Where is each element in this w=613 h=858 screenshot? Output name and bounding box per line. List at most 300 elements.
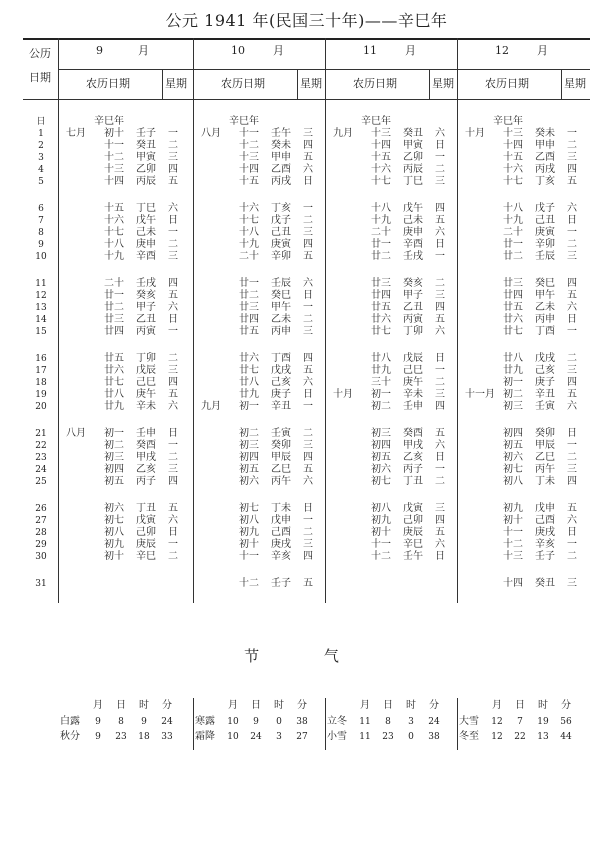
ganzhi: 壬辰 <box>271 278 291 289</box>
lunar-date: 十六 <box>371 164 391 175</box>
lunar-month-label: 九月 <box>201 401 221 412</box>
weekday: 五 <box>303 365 313 376</box>
jieqi-value: 19 <box>537 717 549 727</box>
lunar-date: 廿五 <box>371 302 391 313</box>
ganzhi: 壬子 <box>535 551 555 562</box>
weekday: 三 <box>435 290 445 301</box>
lunar-date: 十一 <box>371 539 391 550</box>
lunar-date: 廿九 <box>104 401 124 412</box>
week-col-divider <box>429 69 430 99</box>
weekday: 四 <box>303 140 313 151</box>
weekday: 四 <box>168 476 178 487</box>
ganzhi: 甲寅 <box>403 140 423 151</box>
ganzhi: 辛酉 <box>136 251 156 262</box>
lunar-date: 十四 <box>503 578 523 589</box>
ganzhi: 庚辰 <box>403 527 423 538</box>
day-number: 17 <box>35 366 47 376</box>
ganzhi: 壬子 <box>136 128 156 139</box>
lunar-date: 初一 <box>371 389 391 400</box>
month-number: 11 <box>363 44 377 57</box>
weekday: 日 <box>168 527 178 538</box>
ganzhi: 丁酉 <box>271 353 291 364</box>
weekday: 一 <box>168 128 178 139</box>
weekday: 一 <box>435 251 445 262</box>
ganzhi: 壬子 <box>271 578 291 589</box>
lunar-date: 初二 <box>503 389 523 400</box>
xingqi-label: 星期 <box>165 77 187 90</box>
weekday: 日 <box>168 215 178 226</box>
table-top-rule <box>23 38 590 40</box>
lunar-date: 廿九 <box>371 365 391 376</box>
lunar-date: 廿三 <box>239 302 259 313</box>
ganzhi: 庚辰 <box>136 539 156 550</box>
ganzhi: 甲申 <box>535 140 555 151</box>
weekday: 六 <box>435 128 445 139</box>
jieqi-value: 0 <box>408 732 414 742</box>
lunar-date: 初三 <box>239 440 259 451</box>
lunar-date: 初七 <box>503 464 523 475</box>
ganzhi: 己巳 <box>403 365 423 376</box>
lunar-date: 廿一 <box>371 239 391 250</box>
weekday: 六 <box>435 227 445 238</box>
weekday: 四 <box>303 239 313 250</box>
lunar-date: 十五 <box>503 152 523 163</box>
jieqi-name: 霜降 <box>195 731 215 742</box>
weekday: 四 <box>435 515 445 526</box>
ganzhi: 丁亥 <box>271 203 291 214</box>
ganzhi: 丁酉 <box>535 326 555 337</box>
jieqi-value: 56 <box>560 717 572 727</box>
ganzhi: 己卯 <box>136 527 156 538</box>
ganzhi: 癸酉 <box>136 440 156 451</box>
lunar-date: 初三 <box>371 428 391 439</box>
lunar-month-label: 七月 <box>66 128 86 139</box>
ganzhi: 丙午 <box>271 476 291 487</box>
year-label: 辛巳年 <box>229 116 259 127</box>
ganzhi: 辛卯 <box>271 251 291 262</box>
lunar-date: 廿八 <box>503 353 523 364</box>
ganzhi: 庚戌 <box>535 527 555 538</box>
weekday: 三 <box>303 128 313 139</box>
jieqi-name: 白露 <box>60 716 80 727</box>
weekday: 日 <box>567 527 577 538</box>
weekday: 一 <box>567 128 577 139</box>
ganzhi: 庚子 <box>271 389 291 400</box>
lunar-date: 十二 <box>503 539 523 550</box>
lunar-date: 十三 <box>503 551 523 562</box>
day-number: 29 <box>35 540 47 550</box>
lunar-date: 二十 <box>371 227 391 238</box>
nongli-label: 农历日期 <box>86 77 130 90</box>
ganzhi: 戊辰 <box>403 353 423 364</box>
weekday: 五 <box>303 251 313 262</box>
month-unit: 月 <box>138 44 149 57</box>
weekday: 六 <box>303 476 313 487</box>
day-number: 20 <box>35 402 47 412</box>
weekday: 六 <box>567 302 577 313</box>
month-number: 12 <box>495 44 509 57</box>
day-number: 22 <box>35 441 47 451</box>
lunar-date: 十四 <box>104 176 124 187</box>
jieqi-value: 11 <box>359 717 371 727</box>
day-number: 23 <box>35 453 47 463</box>
lunar-date: 初四 <box>104 464 124 475</box>
weekday: 六 <box>567 203 577 214</box>
month-number: 9 <box>96 44 103 57</box>
day-number: 15 <box>35 327 47 337</box>
weekday: 三 <box>435 389 445 400</box>
jieqi-value: 9 <box>95 732 101 742</box>
lunar-date: 廿九 <box>239 389 259 400</box>
ganzhi: 戊戌 <box>535 353 555 364</box>
ganzhi: 庚午 <box>403 377 423 388</box>
jieqi-divider <box>457 698 458 750</box>
weekday: 二 <box>168 239 178 250</box>
ganzhi: 庚申 <box>136 239 156 250</box>
header-mid-rule <box>58 69 590 70</box>
jieqi-value: 7 <box>517 717 523 727</box>
day-number: 3 <box>38 153 44 163</box>
weekday: 五 <box>567 176 577 187</box>
ganzhi: 癸卯 <box>535 428 555 439</box>
ganzhi: 辛丑 <box>535 389 555 400</box>
ganzhi: 乙巳 <box>535 452 555 463</box>
weekday: 二 <box>435 377 445 388</box>
ganzhi: 己丑 <box>271 227 291 238</box>
jieqi-value: 9 <box>95 717 101 727</box>
jieqi-col-header: 日 <box>515 700 525 711</box>
weekday: 一 <box>567 539 577 550</box>
ganzhi: 庚寅 <box>271 239 291 250</box>
lunar-date: 十五 <box>104 203 124 214</box>
day-number: 27 <box>35 516 47 526</box>
weekday: 三 <box>168 152 178 163</box>
lunar-date: 初五 <box>104 476 124 487</box>
weekday: 二 <box>303 215 313 226</box>
jieqi-name: 秋分 <box>60 731 80 742</box>
ganzhi: 甲寅 <box>136 152 156 163</box>
ganzhi: 壬午 <box>403 551 423 562</box>
day-number: 26 <box>35 504 47 514</box>
jieqi-value: 10 <box>227 732 239 742</box>
weekday: 一 <box>303 302 313 313</box>
lunar-date: 廿六 <box>104 365 124 376</box>
lunar-date: 初六 <box>104 503 124 514</box>
lunar-date: 廿一 <box>503 239 523 250</box>
jieqi-value: 22 <box>514 732 526 742</box>
weekday: 一 <box>303 203 313 214</box>
lunar-date: 十九 <box>371 215 391 226</box>
weekday: 六 <box>435 440 445 451</box>
ganzhi: 丁丑 <box>403 476 423 487</box>
lunar-date: 初九 <box>104 539 124 550</box>
lunar-date: 初八 <box>239 515 259 526</box>
weekday: 四 <box>567 377 577 388</box>
ganzhi: 甲辰 <box>271 452 291 463</box>
weekday: 二 <box>567 239 577 250</box>
ganzhi: 甲戌 <box>136 452 156 463</box>
weekday: 四 <box>168 164 178 175</box>
ganzhi: 戊子 <box>271 215 291 226</box>
ganzhi: 甲戌 <box>403 440 423 451</box>
weekday: 二 <box>567 452 577 463</box>
weekday: 三 <box>303 326 313 337</box>
lunar-date: 十八 <box>239 227 259 238</box>
ganzhi: 丁巳 <box>403 176 423 187</box>
ganzhi: 戊午 <box>136 215 156 226</box>
lunar-date: 初六 <box>239 476 259 487</box>
jieqi-col-header: 分 <box>429 700 439 711</box>
day-number: 2 <box>38 141 44 151</box>
weekday: 四 <box>303 452 313 463</box>
ganzhi: 甲申 <box>271 152 291 163</box>
jieqi-col-header: 分 <box>561 700 571 711</box>
lunar-date: 初七 <box>104 515 124 526</box>
day-number: 6 <box>38 204 44 214</box>
weekday: 六 <box>168 515 178 526</box>
lunar-date: 初四 <box>503 428 523 439</box>
ganzhi: 丙子 <box>136 476 156 487</box>
weekday: 五 <box>435 527 445 538</box>
lunar-date: 初七 <box>371 476 391 487</box>
weekday: 五 <box>168 389 178 400</box>
ganzhi: 壬戌 <box>403 251 423 262</box>
ganzhi: 丙寅 <box>136 326 156 337</box>
weekday: 三 <box>303 539 313 550</box>
ganzhi: 癸巳 <box>271 290 291 301</box>
lunar-date: 初二 <box>239 428 259 439</box>
lunar-date: 初十 <box>104 551 124 562</box>
lunar-date: 廿四 <box>371 290 391 301</box>
ganzhi: 癸未 <box>535 128 555 139</box>
lunar-date: 初十 <box>503 515 523 526</box>
ganzhi: 己未 <box>403 215 423 226</box>
lunar-date: 廿二 <box>104 302 124 313</box>
day-number: 日 <box>36 117 46 127</box>
weekday: 二 <box>567 353 577 364</box>
jieqi-value: 3 <box>276 732 282 742</box>
ganzhi: 庚午 <box>136 389 156 400</box>
lunar-date: 十六 <box>503 164 523 175</box>
lunar-date: 初十 <box>104 128 124 139</box>
weekday: 三 <box>168 251 178 262</box>
ganzhi: 乙巳 <box>271 464 291 475</box>
ganzhi: 丁卯 <box>403 326 423 337</box>
weekday: 二 <box>303 314 313 325</box>
weekday: 日 <box>435 140 445 151</box>
ganzhi: 戊寅 <box>403 503 423 514</box>
lunar-date: 初八 <box>104 527 124 538</box>
lunar-date: 廿八 <box>239 377 259 388</box>
ganzhi: 丙申 <box>535 314 555 325</box>
jieqi-divider <box>325 698 326 750</box>
weekday: 二 <box>567 551 577 562</box>
lunar-date: 初三 <box>503 401 523 412</box>
weekday: 日 <box>435 353 445 364</box>
ganzhi: 辛未 <box>136 401 156 412</box>
lunar-date: 十二 <box>239 578 259 589</box>
ganzhi: 辛卯 <box>535 239 555 250</box>
lunar-month-label: 十月 <box>465 128 485 139</box>
weekday: 三 <box>435 176 445 187</box>
weekday: 六 <box>435 326 445 337</box>
lunar-date: 廿八 <box>104 389 124 400</box>
ganzhi: 癸巳 <box>535 278 555 289</box>
day-number: 21 <box>35 429 47 439</box>
jieqi-col-header: 日 <box>116 700 126 711</box>
jieqi-value: 44 <box>560 732 572 742</box>
jieqi-value: 24 <box>161 717 173 727</box>
ganzhi: 丙申 <box>271 326 291 337</box>
day-number: 31 <box>35 579 47 589</box>
ganzhi: 乙丑 <box>403 302 423 313</box>
day-number: 1 <box>38 129 44 139</box>
jieqi-col-header: 日 <box>383 700 393 711</box>
weekday: 二 <box>168 551 178 562</box>
weekday: 二 <box>168 452 178 463</box>
jieqi-value: 8 <box>118 717 124 727</box>
weekday: 四 <box>435 302 445 313</box>
ganzhi: 庚子 <box>535 377 555 388</box>
ganzhi: 壬戌 <box>136 278 156 289</box>
weekday: 三 <box>435 503 445 514</box>
ganzhi: 己酉 <box>271 527 291 538</box>
weekday: 日 <box>435 452 445 463</box>
lunar-date: 十六 <box>239 203 259 214</box>
jieqi-col-header: 月 <box>93 700 103 711</box>
day-number: 8 <box>38 228 44 238</box>
lunar-date: 廿四 <box>239 314 259 325</box>
weekday: 日 <box>567 314 577 325</box>
weekday: 五 <box>435 314 445 325</box>
ganzhi: 癸未 <box>271 140 291 151</box>
lunar-date: 廿二 <box>239 290 259 301</box>
jieqi-value: 11 <box>359 732 371 742</box>
weekday: 日 <box>435 551 445 562</box>
year-label: 辛巳年 <box>361 116 391 127</box>
weekday: 六 <box>303 278 313 289</box>
lunar-date: 初六 <box>371 464 391 475</box>
weekday: 二 <box>303 428 313 439</box>
lunar-date: 初六 <box>503 452 523 463</box>
lunar-month-label: 十月 <box>333 389 353 400</box>
ganzhi: 丁巳 <box>136 203 156 214</box>
week-col-divider <box>561 69 562 99</box>
weekday: 四 <box>567 164 577 175</box>
jieqi-col-header: 日 <box>251 700 261 711</box>
lunar-date: 十三 <box>239 152 259 163</box>
day-number: 30 <box>35 552 47 562</box>
weekday: 日 <box>168 428 178 439</box>
weekday: 五 <box>168 290 178 301</box>
weekday: 五 <box>168 176 178 187</box>
xingqi-label: 星期 <box>564 77 586 90</box>
lunar-date: 初一 <box>104 428 124 439</box>
ganzhi: 丁丑 <box>136 503 156 514</box>
ganzhi: 庚戌 <box>271 539 291 550</box>
jieqi-value: 38 <box>296 717 308 727</box>
jieqi-value: 9 <box>253 717 259 727</box>
ganzhi: 丙辰 <box>136 176 156 187</box>
lunar-date: 廿六 <box>503 314 523 325</box>
weekday: 五 <box>168 503 178 514</box>
lunar-date: 廿二 <box>371 251 391 262</box>
xingqi-label: 星期 <box>432 77 454 90</box>
weekday: 四 <box>567 278 577 289</box>
jieqi-value: 23 <box>115 732 127 742</box>
lunar-date: 廿七 <box>239 365 259 376</box>
lunar-date: 初七 <box>239 503 259 514</box>
ganzhi: 己亥 <box>535 365 555 376</box>
lunar-date: 廿六 <box>371 314 391 325</box>
jieqi-value: 12 <box>491 717 503 727</box>
ganzhi: 癸卯 <box>271 440 291 451</box>
weekday: 一 <box>567 440 577 451</box>
ganzhi: 甲辰 <box>535 440 555 451</box>
jieqi-col-header: 分 <box>297 700 307 711</box>
ganzhi: 己亥 <box>271 377 291 388</box>
jieqi-value: 3 <box>408 717 414 727</box>
lunar-date: 廿四 <box>503 290 523 301</box>
lunar-date: 十八 <box>371 203 391 214</box>
jieqi-value: 18 <box>138 732 150 742</box>
weekday: 六 <box>168 401 178 412</box>
weekday: 四 <box>435 401 445 412</box>
lunar-date: 十三 <box>371 128 391 139</box>
weekday: 三 <box>567 464 577 475</box>
lunar-date: 初一 <box>239 401 259 412</box>
weekday: 五 <box>567 389 577 400</box>
lunar-month-label: 八月 <box>201 128 221 139</box>
jieqi-title: 节 气 <box>244 647 369 665</box>
ganzhi: 己丑 <box>535 215 555 226</box>
ganzhi: 辛酉 <box>403 239 423 250</box>
jieqi-name: 立冬 <box>327 716 347 727</box>
ganzhi: 癸亥 <box>403 278 423 289</box>
ganzhi: 壬寅 <box>535 401 555 412</box>
ganzhi: 甲午 <box>535 290 555 301</box>
lunar-date: 廿九 <box>503 365 523 376</box>
ganzhi: 辛亥 <box>271 551 291 562</box>
lunar-date: 二十 <box>503 227 523 238</box>
day-number: 9 <box>38 240 44 250</box>
jieqi-value: 0 <box>276 717 282 727</box>
lunar-date: 廿七 <box>104 377 124 388</box>
lunar-date: 十四 <box>371 140 391 151</box>
lunar-date: 初九 <box>239 527 259 538</box>
lunar-date: 初五 <box>371 452 391 463</box>
lunar-date: 十四 <box>503 140 523 151</box>
ganzhi: 癸酉 <box>403 428 423 439</box>
lunar-date: 十七 <box>371 176 391 187</box>
ganzhi: 壬申 <box>403 401 423 412</box>
ganzhi: 丁亥 <box>535 176 555 187</box>
weekday: 四 <box>435 203 445 214</box>
lunar-date: 十五 <box>371 152 391 163</box>
ganzhi: 壬申 <box>136 428 156 439</box>
weekday: 三 <box>567 365 577 376</box>
year-label: 辛巳年 <box>94 116 124 127</box>
ganzhi: 己卯 <box>403 515 423 526</box>
lunar-date: 初五 <box>239 464 259 475</box>
weekday: 三 <box>303 440 313 451</box>
day-number: 11 <box>35 279 47 289</box>
weekday: 四 <box>168 278 178 289</box>
day-number: 5 <box>38 177 44 187</box>
lunar-date: 十一 <box>239 128 259 139</box>
lunar-date: 十二 <box>239 140 259 151</box>
weekday: 一 <box>435 365 445 376</box>
